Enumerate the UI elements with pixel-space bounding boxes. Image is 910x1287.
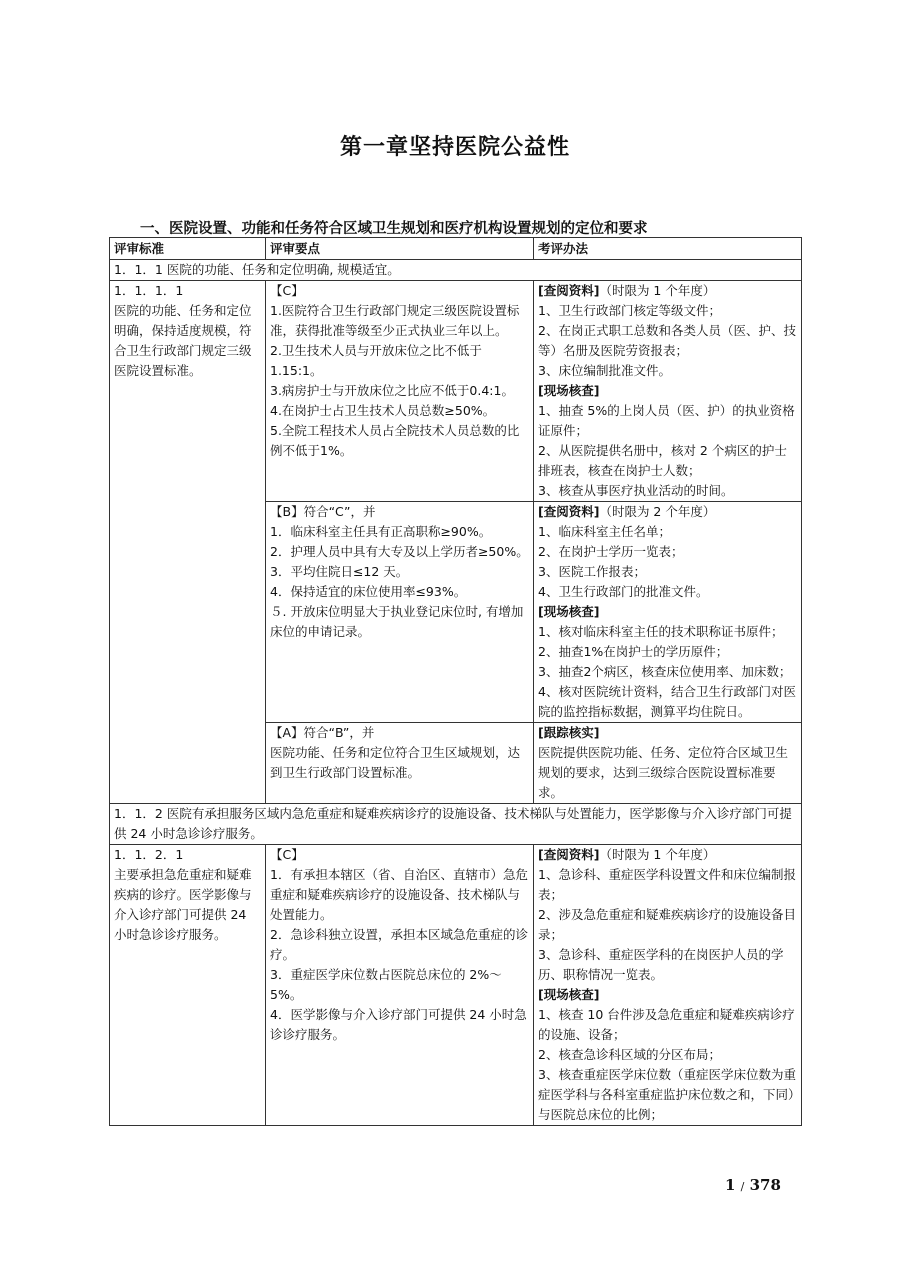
method-b1 xyxy=(534,502,802,723)
section-heading: 一、医院设置、功能和任务符合区域卫生规划和医疗机构设置规划的定位和要求 xyxy=(140,221,648,237)
review-point: 3．平均住院日≤12 天。 xyxy=(270,564,409,579)
points-c1 xyxy=(266,281,534,502)
review-point: 1．有承担本辖区（省、自治区、直辖市）急危重症和疑难疾病诊疗的设施设备、技术梯队与处置能力。 xyxy=(270,867,528,922)
points-c2 xyxy=(266,845,534,1126)
method-subheading: [查阅资料]（时限为 2 个年度） xyxy=(538,504,716,519)
header-standard: 评审标准 xyxy=(110,238,266,260)
page-separator: / xyxy=(740,1180,745,1193)
standard-text: 主要承担急危重症和疑难疾病的诊疗。医学影像与介入诊疗部门可提供 24 小时急诊诊疗服务。 xyxy=(114,867,252,942)
review-point: 4.在岗护士占卫生技术人员总数≥50%。 xyxy=(270,403,496,418)
method-item: 3、床位编制批准文件。 xyxy=(538,363,671,378)
standard-1-1-1-1 xyxy=(110,281,266,804)
points-a1 xyxy=(266,723,534,804)
method-item: 2、涉及急危重症和疑难疾病诊疗的设施设备目录； xyxy=(538,907,796,942)
item-row-1-1-1 xyxy=(110,260,802,281)
grade-label: 【C】 xyxy=(270,847,304,862)
points-b1 xyxy=(266,502,534,723)
method-item: 2、在岗护士学历一览表； xyxy=(538,544,684,559)
review-point: 1．临床科室主任具有正高职称≥90%。 xyxy=(270,524,492,539)
method-item: 1、临床科室主任名单； xyxy=(538,524,671,539)
header-points: 评审要点 xyxy=(266,238,534,260)
page-total: 378 xyxy=(749,1176,781,1194)
standard-1-1-2-1 xyxy=(110,845,266,1126)
method-item: 3、核查从事医疗执业活动的时间。 xyxy=(538,483,734,498)
review-point: 4．医学影像与介入诊疗部门可提供 24 小时急诊诊疗服务。 xyxy=(270,1007,527,1042)
standard-number: 1．1．2．1 xyxy=(114,847,184,862)
method-item: 4、核对医院统计资料，结合卫生行政部门对医院的监控指标数据，测算平均住院日。 xyxy=(538,684,796,719)
standard-number: 1．1．1．1 xyxy=(114,283,184,298)
method-item: 1、核查 10 台件涉及急危重症和疑难疾病诊疗的设施、设备； xyxy=(538,1007,795,1042)
method-item: 3、医院工作报表； xyxy=(538,564,646,579)
review-point: 1.医院符合卫生行政部门规定三级医院设置标准，获得批准等级至少正式执业三年以上。 xyxy=(270,303,520,338)
method-c2 xyxy=(534,845,802,1126)
method-item: 医院提供医院功能、任务、定位符合区域卫生规划的要求，达到三级综合医院设置标准要求。 xyxy=(538,745,789,800)
item-1-1-1: 1．1．1 医院的功能、任务和定位明确, 规模适宜。 xyxy=(110,260,802,281)
method-item: 3、核查重症医学床位数（重症医学床位数为重症医学科与各科室重症监护床位数之和，下同）与医院总床位的比例； xyxy=(538,1067,796,1122)
method-subheading: [查阅资料]（时限为 1 个年度） xyxy=(538,283,716,298)
method-subheading: [查阅资料]（时限为 1 个年度） xyxy=(538,847,716,862)
review-point: 5.全院工程技术人员占全院技术人员总数的比例不低于1%。 xyxy=(270,423,520,458)
method-subheading: [现场核查] xyxy=(538,987,600,1002)
table-row xyxy=(110,281,802,502)
page-title: 第一章坚持医院公益性 xyxy=(339,135,570,160)
item-1-1-2: 1．1．2 医院有承担服务区域内急危重症和疑难疾病诊疗的设施设备、技术梯队与处置能力，医学影像与介入诊疗部门可提供 24 小时急诊诊疗服务。 xyxy=(110,804,802,845)
review-point: ５. 开放床位明显大于执业登记床位时, 有增加床位的申请记录。 xyxy=(270,604,524,639)
review-point: 4．保持适宜的床位使用率≤93%。 xyxy=(270,584,467,599)
review-point: 3.病房护士与开放床位之比应不低于0.4:1。 xyxy=(270,383,514,398)
review-point: 2.卫生技术人员与开放床位之比不低于1.15:1。 xyxy=(270,343,482,378)
method-a1 xyxy=(534,723,802,804)
standard-text: 医院的功能、任务和定位明确，保持适度规模，符合卫生行政部门规定三级医院设置标准。 xyxy=(114,303,252,378)
method-item: 2、从医院提供名册中，核对 2 个病区的护士排班表，核查在岗护士人数； xyxy=(538,443,787,478)
method-subheading: [跟踪核实] xyxy=(538,725,600,740)
method-item: 1、抽查 5%的上岗人员（医、护）的执业资格证原件； xyxy=(538,403,795,438)
review-point: 3．重症医学床位数占医院总床位的 2%～5%。 xyxy=(270,967,502,1002)
grade-label: 【A】符合“B”，并 xyxy=(270,725,375,740)
grade-label: 【B】符合“C”，并 xyxy=(270,504,376,519)
method-subheading: [现场核查] xyxy=(538,604,600,619)
page-number xyxy=(725,1176,781,1194)
review-table xyxy=(109,237,802,1126)
method-item: 3、抽查2个病区，核查床位使用率、加床数； xyxy=(538,664,792,679)
table-header-row xyxy=(110,238,802,260)
table-row xyxy=(110,845,802,1126)
method-item: 4、卫生行政部门的批准文件。 xyxy=(538,584,709,599)
review-point: 2．急诊科独立设置，承担本区域急危重症的诊疗。 xyxy=(270,927,528,962)
review-point: 医院功能、任务和定位符合卫生区域规划，达到卫生行政部门设置标准。 xyxy=(270,745,521,780)
method-item: 1、急诊科、重症医学科设置文件和床位编制报表； xyxy=(538,867,796,902)
header-method: 考评办法 xyxy=(534,238,802,260)
item-row-1-1-2 xyxy=(110,804,802,845)
review-point: 2．护理人员中具有大专及以上学历者≥50%。 xyxy=(270,544,529,559)
method-c1 xyxy=(534,281,802,502)
method-item: 1、核对临床科室主任的技术职称证书原件； xyxy=(538,624,784,639)
method-item: 2、在岗正式职工总数和各类人员（医、护、技等）名册及医院劳资报表； xyxy=(538,323,796,358)
method-item: 1、卫生行政部门核定等级文件； xyxy=(538,303,721,318)
method-item: 2、核查急诊科区域的分区布局； xyxy=(538,1047,721,1062)
method-subheading: [现场核查] xyxy=(538,383,600,398)
grade-label: 【C】 xyxy=(270,283,304,298)
method-item: 2、抽查1%在岗护士的学历原件； xyxy=(538,644,729,659)
page-current: 1 xyxy=(725,1176,736,1194)
method-item: 3、急诊科、重症医学科的在岗医护人员的学历、职称情况一览表。 xyxy=(538,947,784,982)
